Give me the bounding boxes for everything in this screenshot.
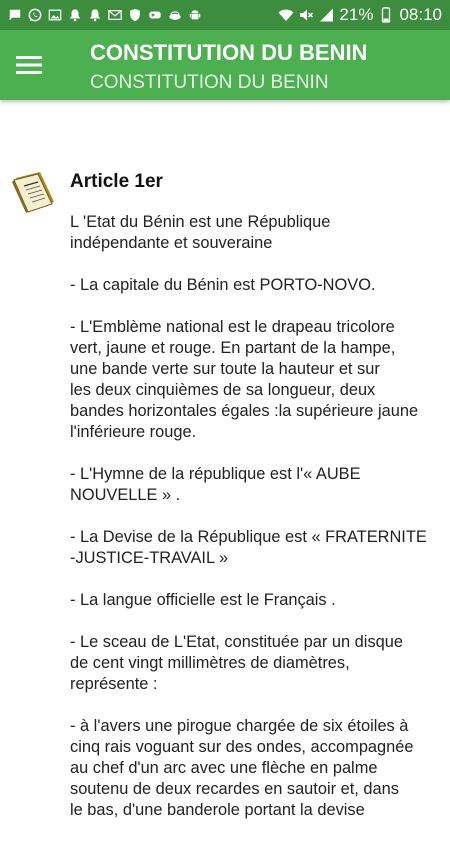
article-content[interactable] (0, 100, 450, 819)
article-body (70, 212, 442, 842)
menu-button[interactable] (10, 46, 48, 84)
hamburger-menu-icon (16, 54, 42, 76)
signal-icon (319, 8, 333, 22)
book-icon (10, 168, 58, 214)
battery-percent: 21% (339, 5, 374, 24)
system-status (279, 5, 442, 25)
article-title: Article 1er (70, 171, 163, 192)
bell-icon (68, 8, 82, 22)
mute-icon (299, 8, 313, 22)
wifi-icon (279, 8, 293, 22)
android-icon (188, 8, 202, 22)
article-paragraph: - La capitale du Bénin est PORTO-NOVO. (70, 276, 376, 294)
article-paragraph: - Le sceau de L'Etat, constituée par un disque de cent vingt millimètres de diamètres, représente : (70, 633, 403, 693)
article-paragraph: - L'Emblème national est le drapeau tricolore vert, jaune et rouge. En partant de la hampe, une bande verte sur toute la hauteur et sur les deux cinquièmes de sa longueur, deux bandes horizontales égales :la supérieure jaune l'inférieure rouge. (70, 318, 419, 441)
shield-icon (128, 8, 142, 22)
bell-icon (88, 8, 102, 22)
battery-icon (379, 8, 393, 22)
article-paragraph: - La Devise de la République est « FRATERNITE -JUSTICE-TRAVAIL » (70, 528, 427, 567)
app-title: CONSTITUTION DU BENIN (90, 40, 368, 65)
app-subtitle: CONSTITUTION DU BENIN (90, 72, 329, 93)
game-icon (148, 8, 162, 22)
mail-icon (108, 8, 122, 22)
article-paragraph: - L'Hymne de la république est l'« AUBE NOUVELLE » . (70, 465, 361, 504)
article-paragraph: - à l'avers une pirogue chargée de six étoiles à cinq rais voguant sur des ondes, accompagnée au chef d'un arc avec une flèche en palme soutenu de deux recardes en sautoir et, dans le bas, d'une banderole portant la devise (70, 717, 414, 819)
article-paragraph: - La langue officielle est le Français . (70, 591, 336, 609)
clock: 08:10 (399, 5, 442, 24)
article-paragraph: L 'Etat du Bénin est une République indépendante et souveraine (70, 213, 331, 252)
tea-icon (168, 8, 182, 22)
notification-icons (8, 8, 279, 22)
whatsapp-icon (28, 8, 42, 22)
image-icon (48, 8, 62, 22)
status-bar (0, 0, 450, 30)
chat-icon (8, 8, 22, 22)
app-bar (0, 30, 450, 100)
